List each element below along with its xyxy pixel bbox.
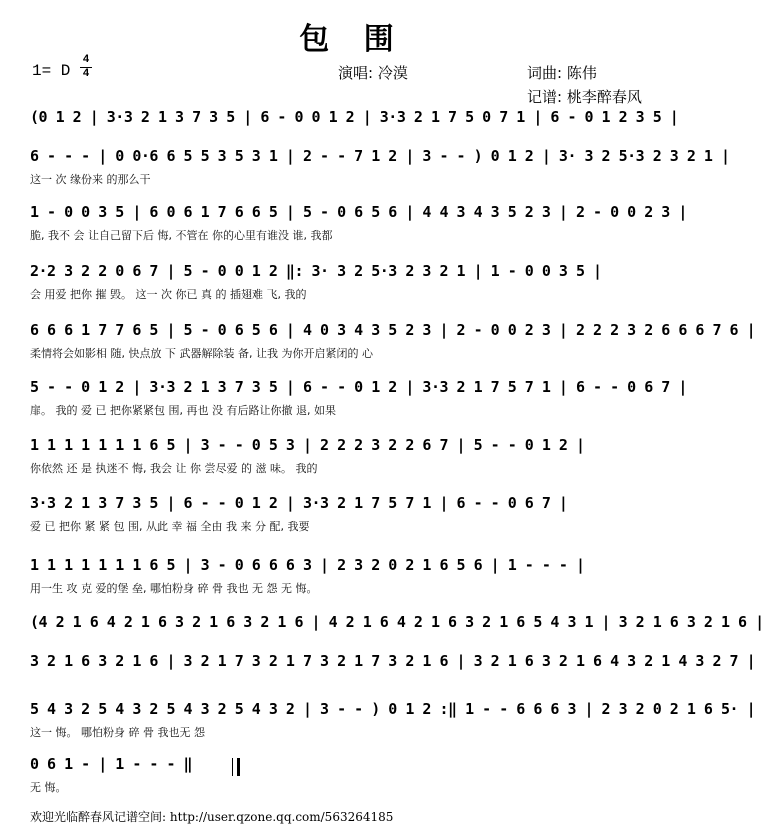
footer-credit: 欢迎光临醉春风记谱空间: http://user.qzone.qq.com/563264185 (30, 810, 394, 824)
notation-line: 3 2 1 6 3 2 1 6 | 3 2 1 7 3 2 1 7 3 2 1 7 3 2 1 6 | 3 2 1 6 3 2 1 6 4 3 2 1 4 3 2 7 | (30, 652, 756, 670)
notation-line: (4 2 1 6 4 2 1 6 3 2 1 6 3 2 1 6 | 4 2 1 6 4 2 1 6 3 2 1 6 5 4 3 1 | 3 2 1 6 3 2 1 6 | (30, 613, 764, 631)
lyric-line: 这一 次 缘份来 的那么干 (30, 173, 151, 186)
lyric-line (30, 676, 675, 692)
lyric-line: 扉。 我的 爱 已 把你紧紧包 围, 再也 没 有后路让你撤 退, 如果 (30, 404, 336, 417)
transcriber-credit: 记谱: 桃李醉春风 (527, 88, 642, 106)
lyric-line (30, 132, 675, 148)
singer-credit: 演唱: 冷漠 (338, 64, 408, 82)
lyric-line: 用一生 攻 克 爱的堡 垒, 哪怕粉身 碎 骨 我也 无 怨 无 悔。 (30, 582, 318, 595)
lyric-line: 这一 悔。 哪怕粉身 碎 骨 我也无 怨 (30, 726, 205, 739)
lyric-line: 爱 已 把你 紧 紧 包 围, 从此 幸 福 全由 我 来 分 配, 我要 (30, 520, 310, 533)
time-signature (80, 55, 92, 80)
notation-line: 0 6 1 - | 1 - - - ‖ (30, 755, 193, 773)
lyric-line: 会 用爱 把你 摧 毁。 这一 次 你已 真 的 插翅难 飞, 我的 (30, 288, 307, 301)
notation-line: 1 - 0 0 3 5 | 6 0 6 1 7 6 6 5 | 5 - 0 6 5 6 | 4 4 3 4 3 5 2 3 | 2 - 0 0 2 3 | (30, 203, 687, 221)
lyric-line: 柔情将会如影相 随, 快点放 下 武器解除装 备, 让我 为你开启紧闭的 心 (30, 347, 373, 360)
notation-line: 1 1 1 1 1 1 1 6 5 | 3 - - 0 5 3 | 2 2 2 3 2 2 6 7 | 5 - - 0 1 2 | (30, 436, 585, 454)
time-signature-top: 4 (82, 54, 90, 66)
notation-line: 6 - - - | 0 0·6 6 5 5 3 5 3 1 | 2 - - 7 1 2 | 3 - - ) 0 1 2 | 3· 3 2 5·3 2 3 2 1 | (30, 147, 730, 165)
notation-line: (0 1 2 | 3·3 2 1 3 7 3 5 | 6 - 0 0 1 2 | 3·3 2 1 7 5 0 7 1 | 6 - 0 1 2 3 5 | (30, 108, 679, 126)
lyric-line: 脆, 我不 会 让自己留下后 悔, 不管在 你的心里有谁没 谁, 我都 (30, 229, 333, 242)
notation-line: 1 1 1 1 1 1 1 6 5 | 3 - 0 6 6 6 3 | 2 3 2 0 2 1 6 5 6 | 1 - - - | (30, 556, 585, 574)
time-signature-bottom: 4 (82, 68, 90, 80)
lyric-line: 你依然 还 是 执迷不 悔, 我会 让 你 尝尽爱 的 滋 味。 我的 (30, 462, 318, 475)
notation-line: 6 6 6 1 7 7 6 5 | 5 - 0 6 5 6 | 4 0 3 4 3 5 2 3 | 2 - 0 0 2 3 | 2 2 2 3 2 6 6 6 7 6 | (30, 321, 756, 339)
final-barline (232, 758, 240, 776)
song-title: 包 围 (299, 22, 406, 57)
notation-line: 3·3 2 1 3 7 3 5 | 6 - - 0 1 2 | 3·3 2 1 7 5 7 1 | 6 - - 0 6 7 | (30, 494, 568, 512)
notation-line: 5 - - 0 1 2 | 3·3 2 1 3 7 3 5 | 6 - - 0 1 2 | 3·3 2 1 7 5 7 1 | 6 - - 0 6 7 | (30, 378, 687, 396)
lyric-line: 无 悔。 (30, 781, 67, 794)
lyric-line (30, 637, 675, 653)
notation-line: 5 4 3 2 5 4 3 2 5 4 3 2 5 4 3 2 | 3 - - ) 0 1 2 :‖ 1 - - 6 6 6 3 | 2 3 2 0 2 1 6 5· | (30, 700, 756, 718)
key-signature: 1= D (32, 62, 71, 80)
composer-credit: 词曲: 陈伟 (527, 64, 597, 82)
notation-line: 2·2 3 2 2 0 6 7 | 5 - 0 0 1 2 ‖: 3· 3 2 5·3 2 3 2 1 | 1 - 0 0 3 5 | (30, 262, 602, 280)
